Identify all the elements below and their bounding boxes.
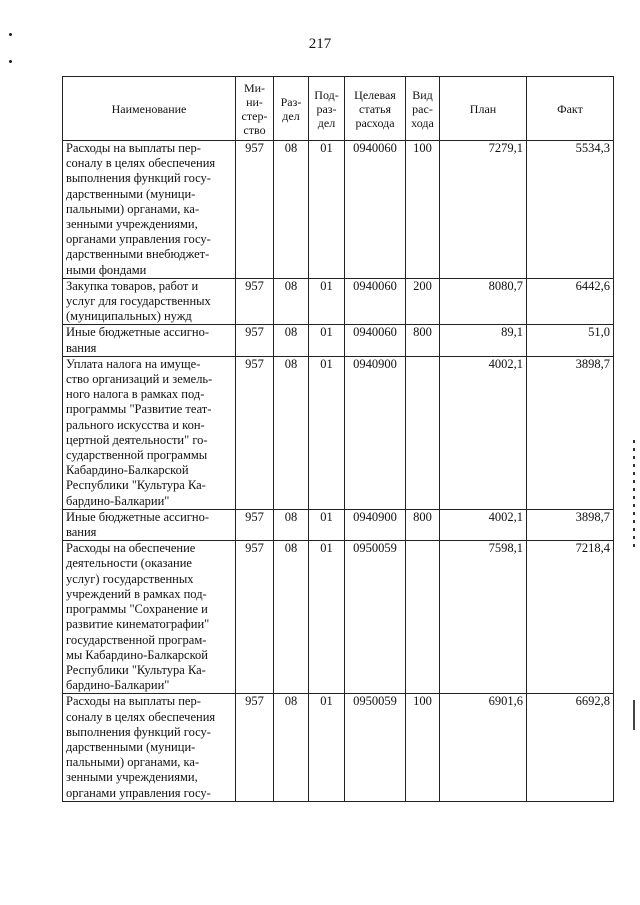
header-name: Наименование	[63, 77, 236, 141]
row-ministry-cell: 957	[236, 694, 274, 801]
header-plan: План	[440, 77, 527, 141]
row-plan-cell: 7279,1	[440, 141, 527, 279]
row-expense-type-cell	[406, 356, 440, 509]
header-ministry: Ми- ни- стер- ство	[236, 77, 274, 141]
row-ministry-cell: 957	[236, 278, 274, 325]
row-fact-cell: 6442,6	[527, 278, 614, 325]
row-name-cell: Закупка товаров, работ и услуг для государственных (муниципальных) нужд	[63, 278, 236, 325]
row-subsection-cell: 01	[309, 694, 345, 801]
table-row	[63, 541, 614, 694]
row-target-cell: 0950059	[345, 541, 406, 694]
row-target-cell: 0940060	[345, 141, 406, 279]
row-plan-cell: 4002,1	[440, 509, 527, 540]
table-row	[63, 278, 614, 325]
table-row	[63, 325, 614, 356]
row-fact-cell: 3898,7	[527, 356, 614, 509]
row-fact-cell: 3898,7	[527, 509, 614, 540]
row-name-cell: Иные бюджетные ассигно- вания	[63, 509, 236, 540]
row-section-cell: 08	[274, 694, 309, 801]
row-subsection-cell: 01	[309, 509, 345, 540]
row-ministry-cell: 957	[236, 541, 274, 694]
row-plan-cell: 6901,6	[440, 694, 527, 801]
row-section-cell: 08	[274, 541, 309, 694]
row-name-cell: Иные бюджетные ассигно- вания	[63, 325, 236, 356]
row-plan-cell: 7598,1	[440, 541, 527, 694]
row-name-cell: Расходы на выплаты пер- соналу в целях обеспечения выполнения функций госу- дарственными (муници- пальными) органами, ка- зенными учреждениями, органами управления госу-	[63, 694, 236, 801]
row-target-cell: 0940060	[345, 278, 406, 325]
row-expense-type-cell: 100	[406, 694, 440, 801]
scan-dot	[9, 60, 12, 63]
row-plan-cell: 89,1	[440, 325, 527, 356]
table-header-row	[63, 77, 614, 141]
row-fact-cell: 51,0	[527, 325, 614, 356]
page-number: 217	[308, 36, 332, 52]
header-expense-type: Вид рас- хода	[406, 77, 440, 141]
row-ministry-cell: 957	[236, 325, 274, 356]
row-subsection-cell: 01	[309, 541, 345, 694]
row-expense-type-cell: 800	[406, 509, 440, 540]
row-plan-cell: 4002,1	[440, 356, 527, 509]
row-target-cell: 0940900	[345, 509, 406, 540]
row-name-cell: Расходы на обеспечение деятельности (оказание услуг) государственных учреждений в рамках под- программы "Сохранение и развитие кинематографии" государственной програм- мы Кабардино-Балкарской Республики "Культура Ка- бардино-Балкарии"	[63, 541, 236, 694]
header-target: Целевая статья расхода	[345, 77, 406, 141]
row-section-cell: 08	[274, 278, 309, 325]
row-section-cell: 08	[274, 356, 309, 509]
row-ministry-cell: 957	[236, 356, 274, 509]
row-section-cell: 08	[274, 325, 309, 356]
row-target-cell: 0950059	[345, 694, 406, 801]
row-ministry-cell: 957	[236, 509, 274, 540]
row-name-cell: Уплата налога на имуще- ство организаций и земель- ного налога в рамках под- программы "Развитие теат- рального искусства и кон- цертной деятельности" го- сударственной программы Кабардино-Балкарской Республики "Культура Ка- бардино-Балкарии"	[63, 356, 236, 509]
row-section-cell: 08	[274, 509, 309, 540]
table-row	[63, 509, 614, 540]
header-subsection: Под- раз- дел	[309, 77, 345, 141]
row-ministry-cell: 957	[236, 141, 274, 279]
table-row	[63, 141, 614, 279]
row-subsection-cell: 01	[309, 278, 345, 325]
row-fact-cell: 5534,3	[527, 141, 614, 279]
scan-edge-mark	[633, 700, 635, 730]
row-subsection-cell: 01	[309, 141, 345, 279]
scan-edge-mark	[633, 440, 635, 550]
row-expense-type-cell: 800	[406, 325, 440, 356]
header-section: Раз- дел	[274, 77, 309, 141]
row-expense-type-cell: 200	[406, 278, 440, 325]
row-expense-type-cell: 100	[406, 141, 440, 279]
table-row	[63, 694, 614, 801]
header-fact: Факт	[527, 77, 614, 141]
row-fact-cell: 6692,8	[527, 694, 614, 801]
table-row	[63, 356, 614, 509]
row-expense-type-cell	[406, 541, 440, 694]
row-name-cell: Расходы на выплаты пер- соналу в целях обеспечения выполнения функций госу- дарственными (муници- пальными) органами, ка- зенными учреждениями, органами управления госу- дарственными внебюджет- ными фондами	[63, 141, 236, 279]
row-target-cell: 0940060	[345, 325, 406, 356]
row-subsection-cell: 01	[309, 356, 345, 509]
row-subsection-cell: 01	[309, 325, 345, 356]
row-target-cell: 0940900	[345, 356, 406, 509]
row-fact-cell: 7218,4	[527, 541, 614, 694]
row-section-cell: 08	[274, 141, 309, 279]
budget-table	[62, 76, 614, 802]
row-plan-cell: 8080,7	[440, 278, 527, 325]
